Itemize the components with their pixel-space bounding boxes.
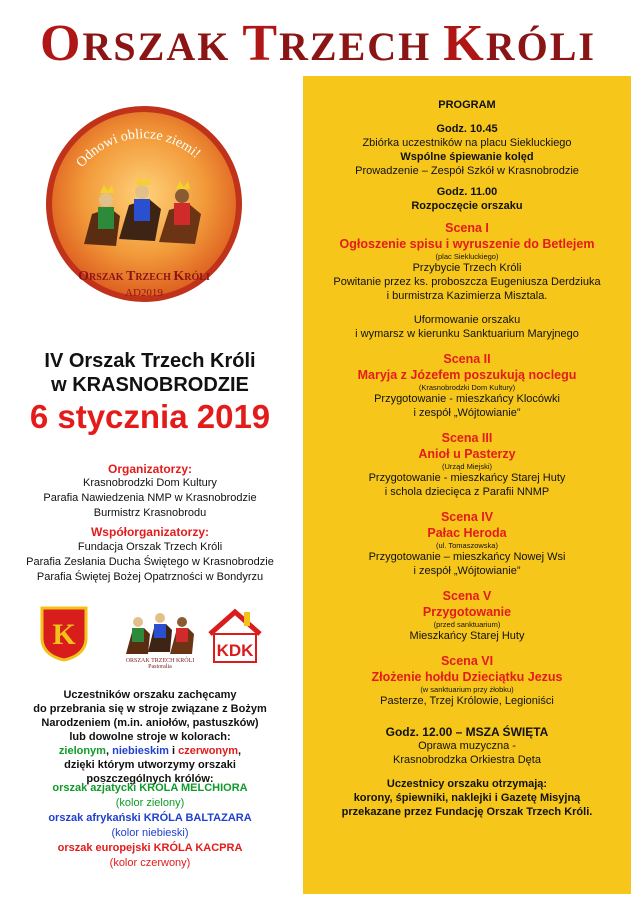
invite-line: poszczególnych królów: <box>86 773 214 785</box>
scene-3-label: Scena III <box>441 431 493 445</box>
title-word-1: RSZAK <box>82 24 243 69</box>
program-heading: PROGRAM <box>438 99 496 111</box>
gifts-heading: Uczestnicy orszaku otrzymają: <box>386 778 548 790</box>
program-item: Wspólne śpiewanie kolęd <box>400 151 534 163</box>
organizers-heading: Organizatorzy: <box>107 462 192 476</box>
program-item: Przygotowanie - mieszkańcy Klocówki <box>374 393 560 405</box>
scene-4-place: (ul. Tomaszowska) <box>436 541 498 550</box>
scene-2-place: (Krasnobrodzki Dom Kultury) <box>418 383 516 392</box>
program-item: Przygotowanie - mieszkańcy Starej Huty <box>368 472 566 484</box>
scene-5-label: Scena V <box>442 589 492 603</box>
program-item: i burmistrza Kazimierza Misztala. <box>386 290 548 302</box>
page-title <box>0 14 636 73</box>
scene-3-place: (Urząd Miejski) <box>441 462 492 471</box>
program-item: Przygotowanie – mieszkańcy Nowej Wsi <box>368 551 566 563</box>
program-item: Prowadzenie – Zespół Szkół w Krasnobrodzie <box>355 165 579 177</box>
invite-sep: i <box>168 745 179 757</box>
program-item: Pasterze, Trzej Królowie, Legioniści <box>380 695 554 707</box>
mini-logo-caption: ORSZAK TRZECH KRÓLI Pastoralia <box>125 658 195 670</box>
title-word-2: RZECH <box>279 24 444 69</box>
invite-sep: , <box>105 745 113 757</box>
medal-name-2: RZECH <box>135 272 174 283</box>
program-item: i zespół „Wójtowianie” <box>413 407 521 419</box>
program-item: Krasnobrodzka Orkiestra Dęta <box>393 754 541 766</box>
coorganizer-item: Fundacja Orszak Trzech Króli <box>77 541 223 553</box>
invite-line: Uczestników orszaku zachęcamy <box>63 689 237 701</box>
invite-sep: , <box>238 745 242 757</box>
invite-line: do przebrania się w stroje związane z Bożym <box>33 703 267 715</box>
program-item: i schola dziecięca z Parafii NNMP <box>384 486 550 498</box>
organizer-item: Krasnobrodzki Dom Kultury <box>83 477 217 489</box>
krasnobrod-coat-of-arms-icon <box>40 606 88 662</box>
king-kacper: orszak europejski KRÓLA KACPRA <box>57 842 243 854</box>
scene-1-title: Ogłoszenie spisu i wyruszenie do Betlejem <box>339 237 595 251</box>
scene-2-label: Scena II <box>443 352 491 366</box>
title-letter-t: T <box>242 15 279 72</box>
title-letter-o: O <box>40 15 83 72</box>
king-melchior-color: (kolor zielony) <box>115 797 185 809</box>
organizers-list <box>0 476 300 521</box>
scene-1-label: Scena I <box>445 221 489 235</box>
event-date: 6 stycznia 2019 <box>29 398 271 435</box>
scene-5-title: Przygotowanie <box>422 605 512 619</box>
title-word-3: RÓLI <box>485 24 596 69</box>
coorganizer-item: Parafia Świętej Bożej Opatrzności w Bondyrzu <box>36 571 264 583</box>
medal-year: AD2019 <box>125 287 163 299</box>
medal-name-k: K <box>173 269 185 284</box>
mass-heading: Godz. 12.00 – MSZA ŚWIĘTA <box>385 725 549 739</box>
partner-logos <box>30 600 280 680</box>
scene-6-label: Scena VI <box>440 654 494 668</box>
program-panel <box>303 76 631 894</box>
scene-1-place: (plac Siekluckiego) <box>435 252 499 261</box>
event-medal-logo <box>14 104 274 304</box>
scene-5-place: (przed sanktuarium) <box>433 620 501 629</box>
king-baltazar-color: (kolor niebieski) <box>111 827 189 839</box>
gifts-line: korony, śpiewniki, naklejki i Gazetę Misyjną <box>353 792 581 804</box>
king-kacper-color: (kolor czerwony) <box>109 857 191 869</box>
color-green: zielonym <box>58 745 106 757</box>
color-blue: niebieskim <box>112 745 169 757</box>
svg-text:K: K <box>52 618 76 651</box>
svg-text:KDK: KDK <box>216 641 254 660</box>
invite-colors-line <box>0 744 300 758</box>
scene-6-place: (w sanktuarium przy żłobku) <box>420 685 514 694</box>
scene-2-title: Maryja z Józefem poszukują noclegu <box>357 368 577 382</box>
program-list <box>303 98 631 819</box>
program-item: Mieszkańcy Starej Huty <box>409 630 525 642</box>
medal-name-t: T <box>125 269 136 284</box>
program-item: Zbiórka uczestników na placu Siekluckiego <box>362 137 572 149</box>
invite-line: dzięki którym utworzymy orszaki <box>64 759 236 771</box>
program-item: Uformowanie orszaku <box>413 314 521 326</box>
organizer-item: Burmistrz Krasnobrodu <box>93 507 207 519</box>
program-item: Oprawa muzyczna - <box>418 740 516 752</box>
program-item: Powitanie przez ks. proboszcza Eugeniusza Derdziuka <box>333 276 601 288</box>
kdk-logo-icon <box>204 608 266 666</box>
color-red: czerwonym <box>178 745 239 757</box>
coorganizer-item: Parafia Zesłania Ducha Świętego w Krasnobrodzie <box>26 556 274 568</box>
medal-name-1: RSZAK <box>89 272 126 283</box>
edition-heading: IV Orszak Trzech Króli <box>44 350 256 372</box>
program-item: i wymarsz w kierunku Sanktuarium Maryjnego <box>355 328 579 340</box>
gifts-line: przekazane przez Fundację Orszak Trzech Króli. <box>341 806 593 818</box>
medal-name-o: O <box>78 269 90 284</box>
svg-text:ORSZAK TRZECH KRÓLI <box>78 269 210 284</box>
invite-line: lub dowolne stroje w kolorach: <box>69 731 231 743</box>
medal-arc-text: Odnowi oblicze ziemi! <box>73 127 204 171</box>
kings-list <box>0 781 300 871</box>
king-baltazar: orszak afrykański KRÓLA BALTAZARA <box>48 812 252 824</box>
scene-6-title: Złożenie hołdu Dzieciątku Jezus <box>371 670 563 684</box>
costume-invitation <box>0 688 300 786</box>
scene-4-title: Pałac Heroda <box>427 526 507 540</box>
scene-3-title: Anioł u Pasterzy <box>418 447 516 461</box>
title-letter-k: K <box>443 15 486 72</box>
time-1100: Godz. 11.00 <box>436 186 498 198</box>
location-heading: w KRASNOBRODZIE <box>51 374 249 396</box>
program-item: i zespół „Wójtowianie” <box>413 565 521 577</box>
king-melchior: orszak azjatycki KRÓLA MELCHIORA <box>52 782 248 794</box>
program-item: Rozpoczęcie orszaku <box>411 200 523 212</box>
medal-name-3: RÓLI <box>184 272 210 283</box>
coorganizers-heading: Współorganizatorzy: <box>90 525 209 539</box>
program-item: Przybycie Trzech Króli <box>412 262 522 274</box>
coorganizers-list <box>0 540 300 585</box>
time-1045: Godz. 10.45 <box>436 123 498 135</box>
invite-line: Narodzeniem (m.in. aniołów, pastuszków) <box>41 717 259 729</box>
scene-4-label: Scena IV <box>440 510 494 524</box>
organizer-item: Parafia Nawiedzenia NMP w Krasnobrodzie <box>43 492 257 504</box>
